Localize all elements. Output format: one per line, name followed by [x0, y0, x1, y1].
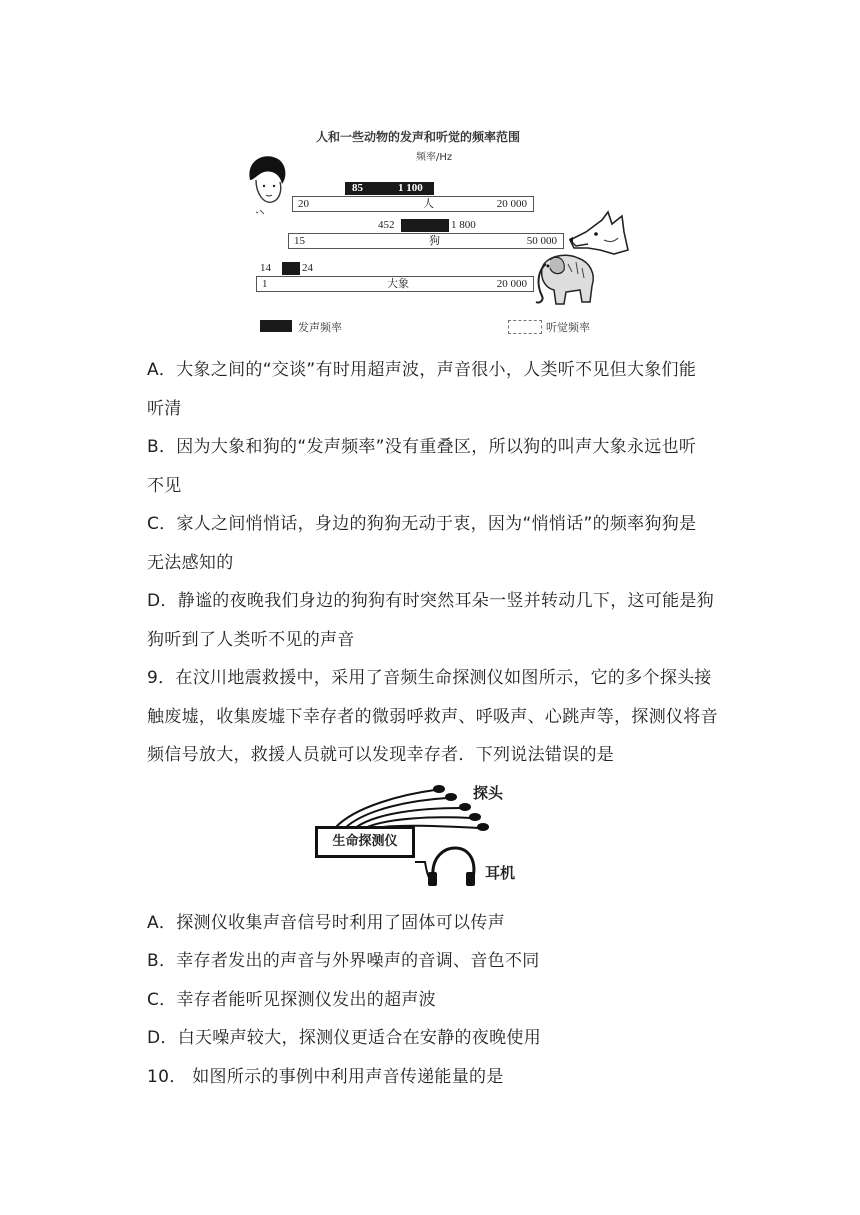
q8-option-b-line1: B．因为大象和狗的“发声频率”没有重叠区，所以狗的叫声大象永远也听 [147, 437, 697, 457]
human-face-icon [242, 150, 292, 220]
q9-stem-line2: 触废墟，收集废墟下幸存者的微弱呼救声、呼吸声、心跳声等，探测仪将音 [147, 707, 718, 727]
q9-stem-line1: 9．在汶川地震救援中，采用了音频生命探测仪如图所示，它的多个探头接 [147, 668, 712, 688]
q9-option-d: D．白天噪声较大，探测仪更适合在安静的夜晚使用 [147, 1028, 541, 1048]
q9-option-a: A．探测仪收集声音信号时利用了固体可以传声 [147, 913, 505, 933]
q8-option-b-line2: 不见 [147, 476, 182, 496]
voice-min-elephant: 14 [260, 262, 271, 274]
hearing-min-human: 20 [298, 198, 309, 210]
elephant-icon [532, 250, 602, 310]
voice-max-dog: 1 800 [451, 219, 476, 231]
hearing-bar-dog [288, 233, 564, 249]
q8-option-c-line1: C．家人之间悄悄话，身边的狗狗无动于衷，因为“悄悄话”的频率狗狗是 [147, 514, 697, 534]
q10-stem: 10． 如图所示的事例中利用声音传递能量的是 [147, 1067, 504, 1087]
chart-title: 人和一些动物的发声和听觉的频率范围 [316, 130, 521, 144]
q8-option-a-line2: 听清 [147, 399, 182, 419]
legend-hearing-label: 听觉频率 [546, 321, 590, 334]
legend-voice-label: 发声频率 [298, 321, 342, 334]
category-human: 人 [423, 198, 434, 210]
q9-option-b: B．幸存者发出的声音与外界噪声的音调、音色不同 [147, 951, 540, 971]
legend-voice-swatch [260, 320, 292, 332]
hearing-bar-elephant [256, 276, 534, 292]
probe-label: 探头 [473, 784, 504, 802]
category-elephant: 大象 [387, 278, 409, 290]
legend-hearing-swatch [508, 320, 542, 334]
hearing-min-elephant: 1 [262, 278, 268, 290]
q8-option-d-line1: D．静谧的夜晚我们身边的狗狗有时突然耳朵一竖并转动几下，这可能是狗 [147, 591, 714, 611]
hearing-max-dog: 50 000 [526, 235, 557, 247]
q9-option-c: C．幸存者能听见探测仪发出的超声波 [147, 990, 436, 1010]
hearing-min-dog: 15 [294, 235, 305, 247]
hearing-bar-human [292, 196, 534, 212]
voice-min-human: 85 [352, 182, 363, 194]
q8-option-c-line2: 无法感知的 [147, 553, 234, 573]
category-dog: 狗 [429, 235, 440, 247]
q9-stem-line3: 频信号放大，救援人员就可以发现幸存者．下列说法错误的是 [147, 745, 615, 765]
voice-min-dog: 452 [378, 219, 395, 231]
voice-bar-elephant [282, 262, 300, 275]
chart-unit: 频率/Hz [416, 152, 453, 163]
hearing-max-human: 20 000 [496, 198, 527, 210]
hearing-max-elephant: 20 000 [496, 278, 527, 290]
detector-label: 生命探测仪 [332, 834, 398, 849]
detector-box [315, 826, 415, 858]
frequency-range-chart [240, 120, 630, 345]
life-detector-figure [315, 778, 535, 898]
voice-max-elephant: 24 [302, 262, 313, 274]
earphone-label: 耳机 [485, 864, 516, 882]
q8-option-a-line1: A．大象之间的“交谈”有时用超声波，声音很小，人类听不见但大象们能 [147, 360, 697, 380]
headphones-icon [411, 838, 481, 890]
q8-option-d-line2: 狗听到了人类听不见的声音 [147, 630, 355, 650]
voice-max-human: 1 100 [398, 182, 423, 194]
voice-bar-dog [401, 219, 449, 232]
